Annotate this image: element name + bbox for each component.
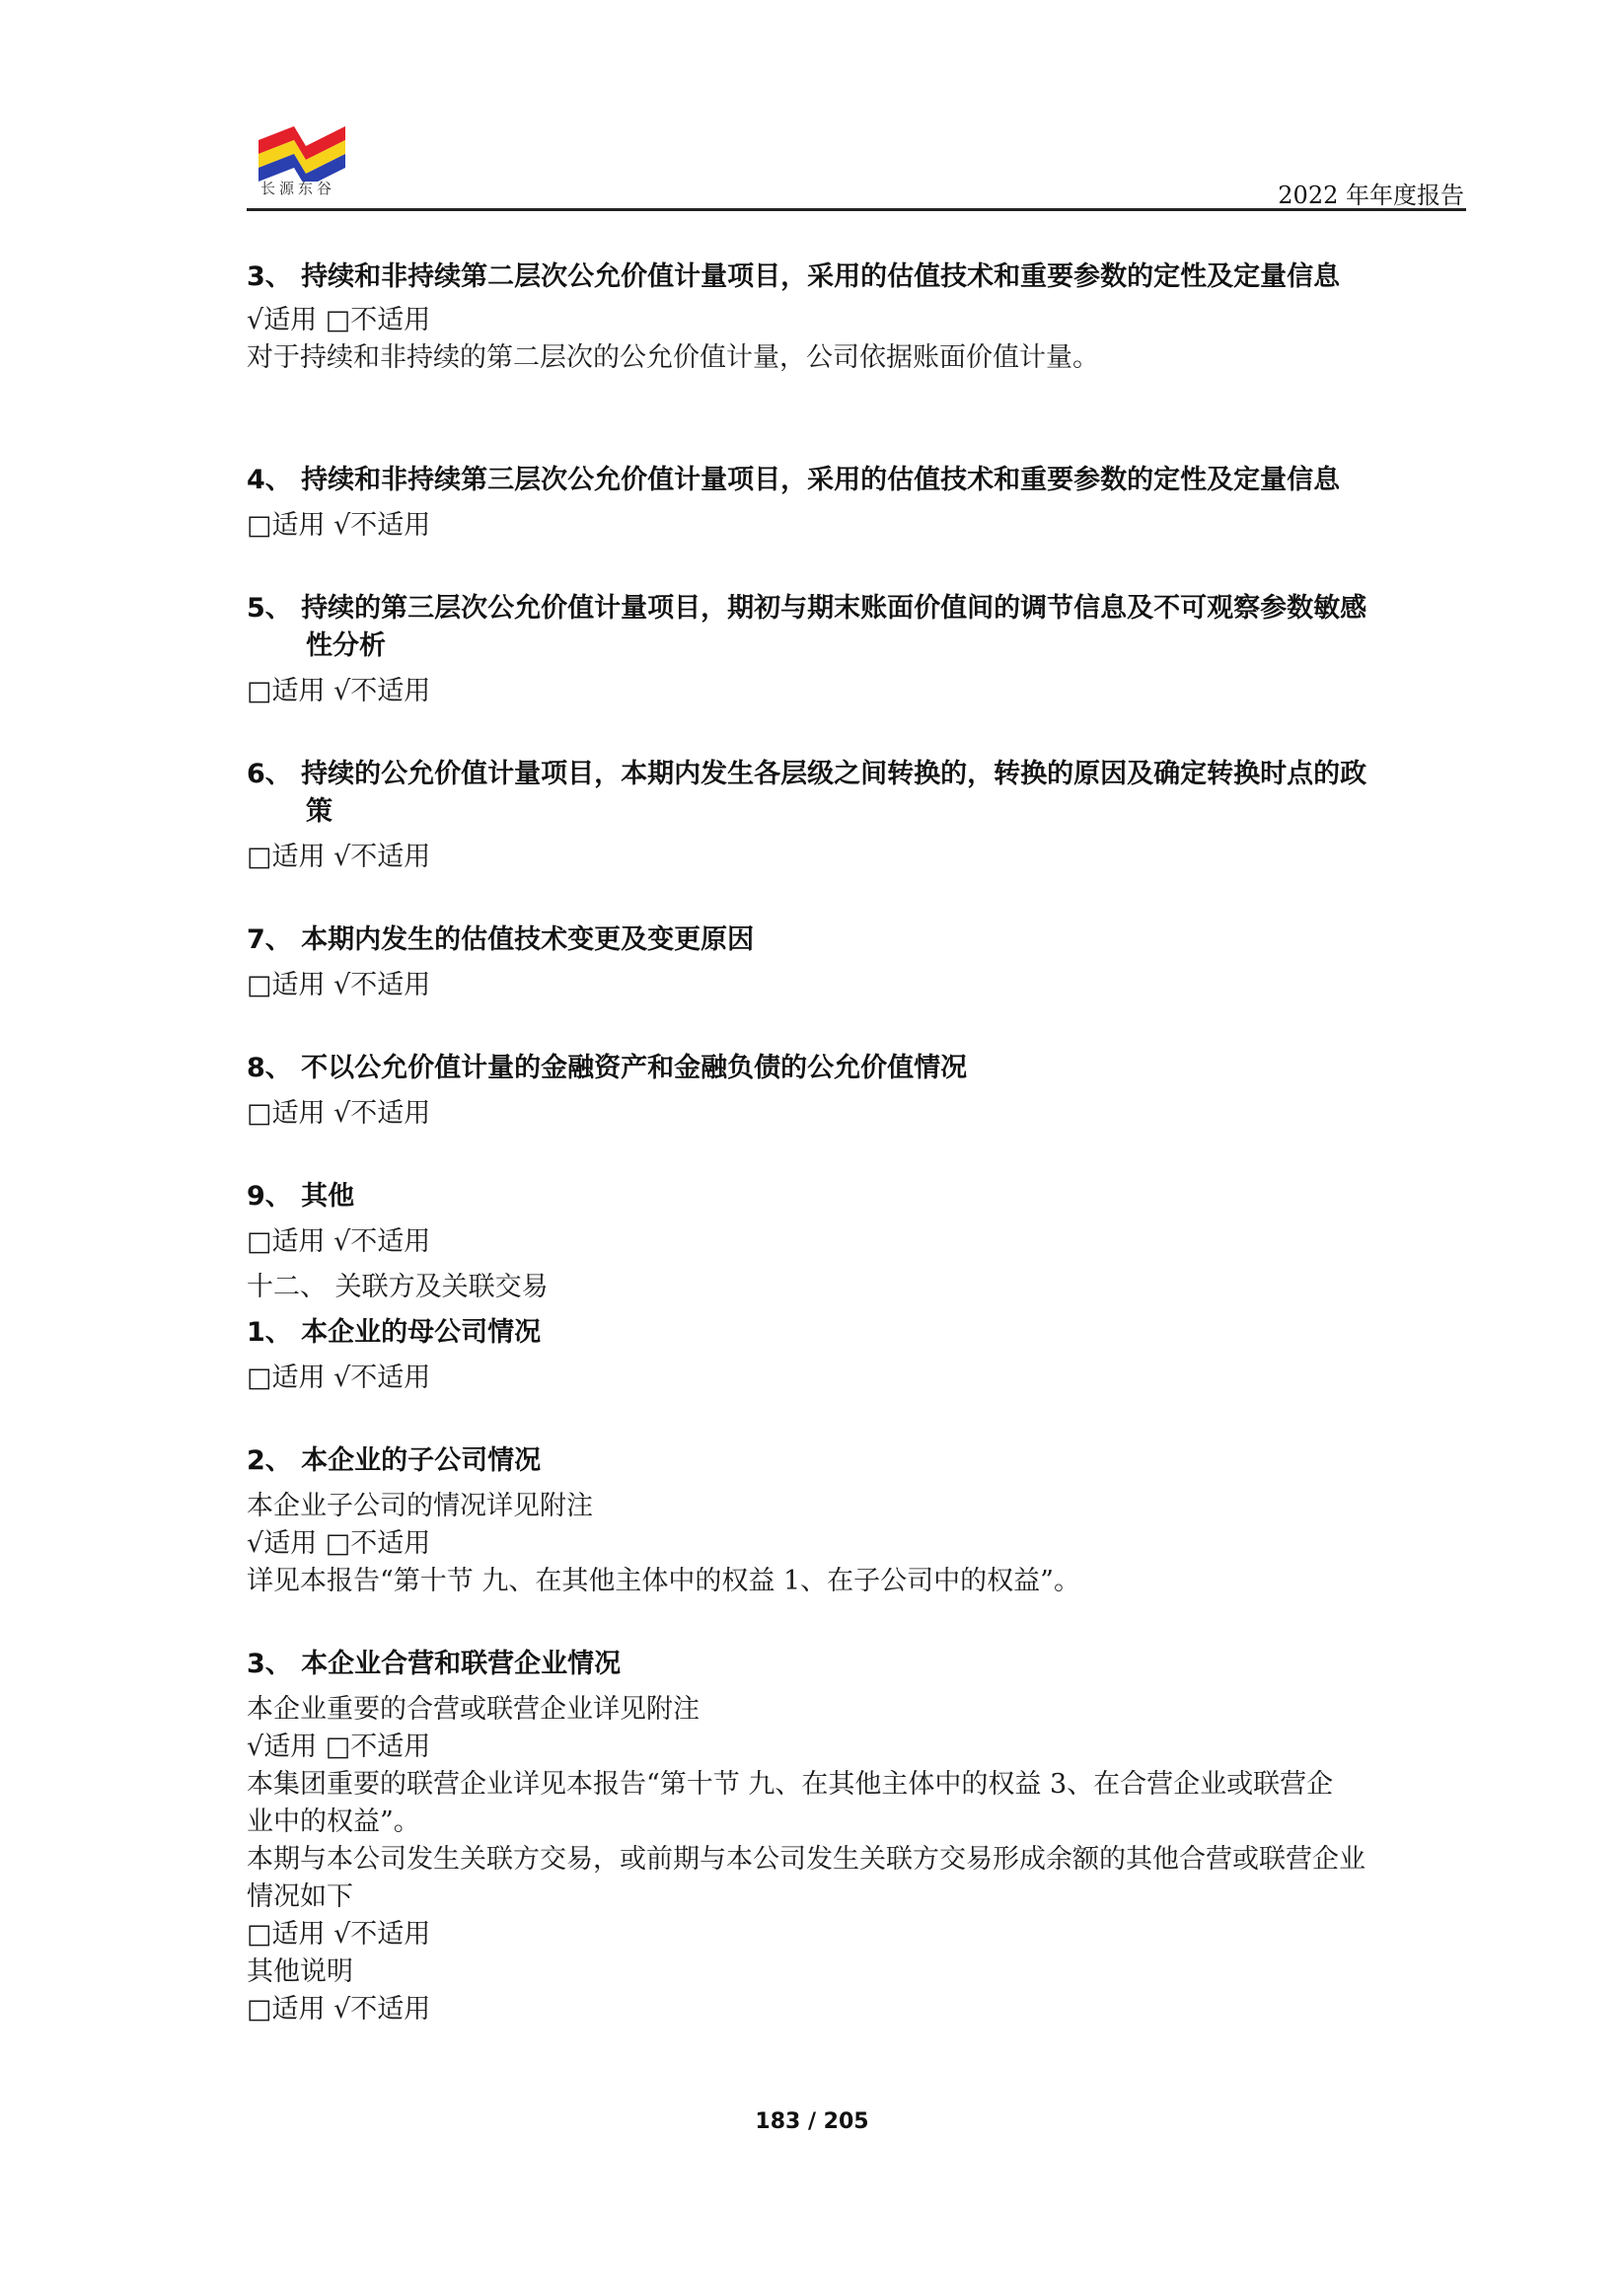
section-heading-8-non-fair-value: 8、 不以公允价值计量的金融资产和金融负债的公允价值情况 — [247, 1053, 968, 1083]
section-heading-2-subsidiaries: 2、 本企业的子公司情况 — [247, 1445, 542, 1476]
section-heading-1-parent-company: 1、 本企业的母公司情况 — [247, 1317, 542, 1348]
section-heading-9-other: 9、 其他 — [247, 1181, 355, 1212]
section-heading-4-level3: 4、 持续和非持续第三层次公允价值计量项目，采用的估值技术和重要参数的定性及定量信息 — [247, 465, 1341, 495]
body-text: 业中的权益”。 — [247, 1806, 420, 1837]
applicability-check: √适用 □不适用 — [247, 305, 431, 335]
applicability-check: □适用 √不适用 — [247, 1919, 431, 1950]
section-heading-5-continued: 性分析 — [306, 630, 386, 661]
body-text: 本期与本公司发生关联方交易，或前期与本公司发生关联方交易形成余额的其他合营或联营企业 — [247, 1844, 1366, 1875]
body-text: 其他说明 — [247, 1956, 353, 1987]
applicability-check: □适用 √不适用 — [247, 1363, 431, 1393]
applicability-check: □适用 √不适用 — [247, 970, 431, 1000]
applicability-check: □适用 √不适用 — [247, 1226, 431, 1257]
applicability-check: √适用 □不适用 — [247, 1732, 431, 1762]
section-heading-6-transfers: 6、 持续的公允价值计量项目，本期内发生各层级之间转换的，转换的原因及确定转换时点的政 — [247, 759, 1367, 789]
body-text: 详见本报告“第十节 九、在其他主体中的权益 1、在子公司中的权益”。 — [247, 1566, 1080, 1596]
section-heading-6-continued: 策 — [306, 796, 332, 827]
report-title: 2022 年年度报告 — [1278, 182, 1464, 209]
section-heading-3-joint-ventures: 3、 本企业合营和联营企业情况 — [247, 1649, 622, 1679]
applicability-check: □适用 √不适用 — [247, 676, 431, 706]
body-text: 本企业子公司的情况详见附注 — [247, 1491, 593, 1521]
applicability-check: √适用 □不适用 — [247, 1528, 431, 1559]
applicability-check: □适用 √不适用 — [247, 1994, 431, 2025]
applicability-check: □适用 √不适用 — [247, 1098, 431, 1129]
body-text: 本集团重要的联营企业详见本报告“第十节 九、在其他主体中的权益 3、在合营企业或联营企 — [247, 1769, 1334, 1800]
body-text: 情况如下 — [247, 1881, 353, 1912]
section-heading-7-valuation-change: 7、 本期内发生的估值技术变更及变更原因 — [247, 924, 755, 955]
logo-text: 长源东谷 — [260, 180, 336, 197]
chapter-heading-related-parties: 十二、 关联方及关联交易 — [247, 1272, 549, 1302]
section-heading-3-level2: 3、 持续和非持续第二层次公允价值计量项目，采用的估值技术和重要参数的定性及定量信息 — [247, 261, 1341, 292]
applicability-check: □适用 √不适用 — [247, 842, 431, 872]
body-text: 本企业重要的合营或联营企业详见附注 — [247, 1694, 700, 1725]
page-number: 183 / 205 — [755, 2109, 869, 2134]
applicability-check: □适用 √不适用 — [247, 510, 431, 541]
section-heading-5-reconciliation: 5、 持续的第三层次公允价值计量项目，期初与期末账面价值间的调节信息及不可观察参数敏感 — [247, 593, 1367, 624]
body-text: 对于持续和非持续的第二层次的公允价值计量，公司依据账面价值计量。 — [247, 342, 1099, 373]
header-divider — [247, 208, 1466, 211]
